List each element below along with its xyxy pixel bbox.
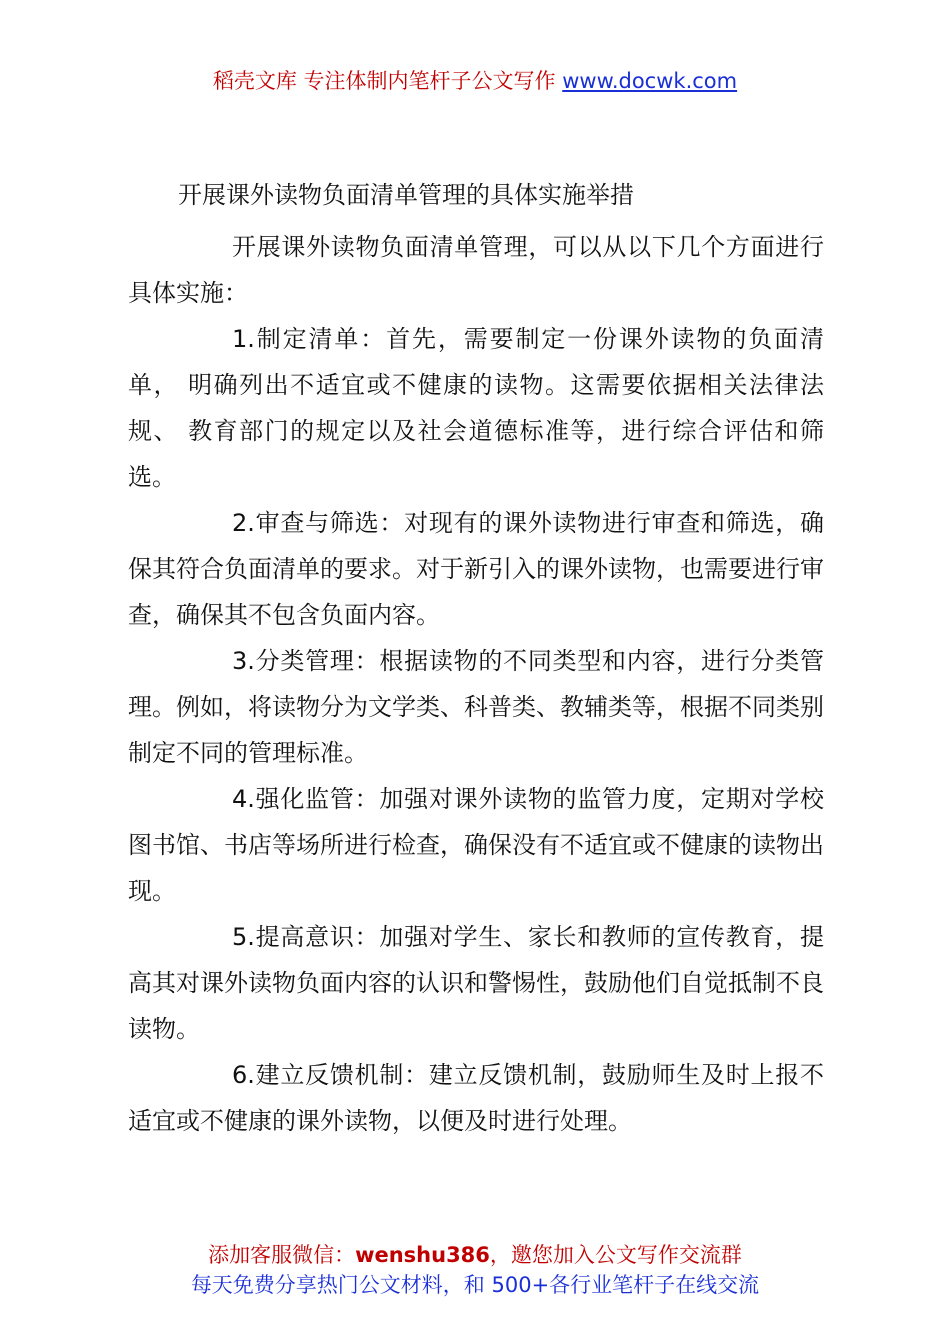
intro-paragraph: 开展课外读物负面清单管理，可以从以下几个方面进行 具体实施： (128, 233, 824, 307)
wechat-id: wenshu386 (355, 1243, 490, 1267)
footer-line-1 (0, 1240, 950, 1270)
item-paragraph-3: 3.分类管理：根据读物的不同类型和内容，进行分类管 理。例如，将读物分为文学类、科普类、教辅类等，根据不同类别制定不同的管理标准。 (128, 647, 824, 767)
header-site-text: 稻壳文库 专注体制内笔杆子公文写作 (212, 69, 563, 93)
item-paragraph-5: 5.提高意识：加强对学生、家长和教师的宣传教育，提 高其对课外读物负面内容的认识和警惕性，鼓励他们自觉抵制不良读物。 (128, 923, 824, 1043)
footer-suffix: ，邀您加入公文写作交流群 (489, 1243, 742, 1267)
item-paragraph-4: 4.强化监管：加强对课外读物的监管力度，定期对学校 图书馆、书店等场所进行检查，确保没有不适宜或不健康的读物出现。 (128, 785, 824, 905)
document-body (128, 224, 824, 1144)
item-paragraph-1: 1.制定清单：首先，需要制定一份课外读物的负面清单， 明确列出不适宜或不健康的读物。这需要依据相关法律法规、 教育部门的规定以及社会道德标准等，进行综合评估和筛选。 (128, 325, 824, 491)
page-header (0, 66, 950, 96)
item-paragraph-2: 2.审查与筛选：对现有的课外读物进行审查和筛选，确 保其符合负面清单的要求。对于新引入的课外读物，也需要进行审查，确保其不包含负面内容。 (128, 509, 824, 629)
footer-prefix: 添加客服微信： (208, 1243, 356, 1267)
footer-line-2: 每天免费分享热门公文材料，和 500+各行业笔杆子在线交流 (190, 1273, 760, 1297)
item-paragraph-6: 6.建立反馈机制：建立反馈机制，鼓励师生及时上报不 适宜或不健康的课外读物，以便及时进行处理。 (128, 1061, 824, 1135)
document-title: 开展课外读物负面清单管理的具体实施举措 (178, 181, 634, 209)
page-footer (0, 1240, 950, 1300)
header-url-link[interactable]: www.docwk.com (562, 69, 738, 93)
